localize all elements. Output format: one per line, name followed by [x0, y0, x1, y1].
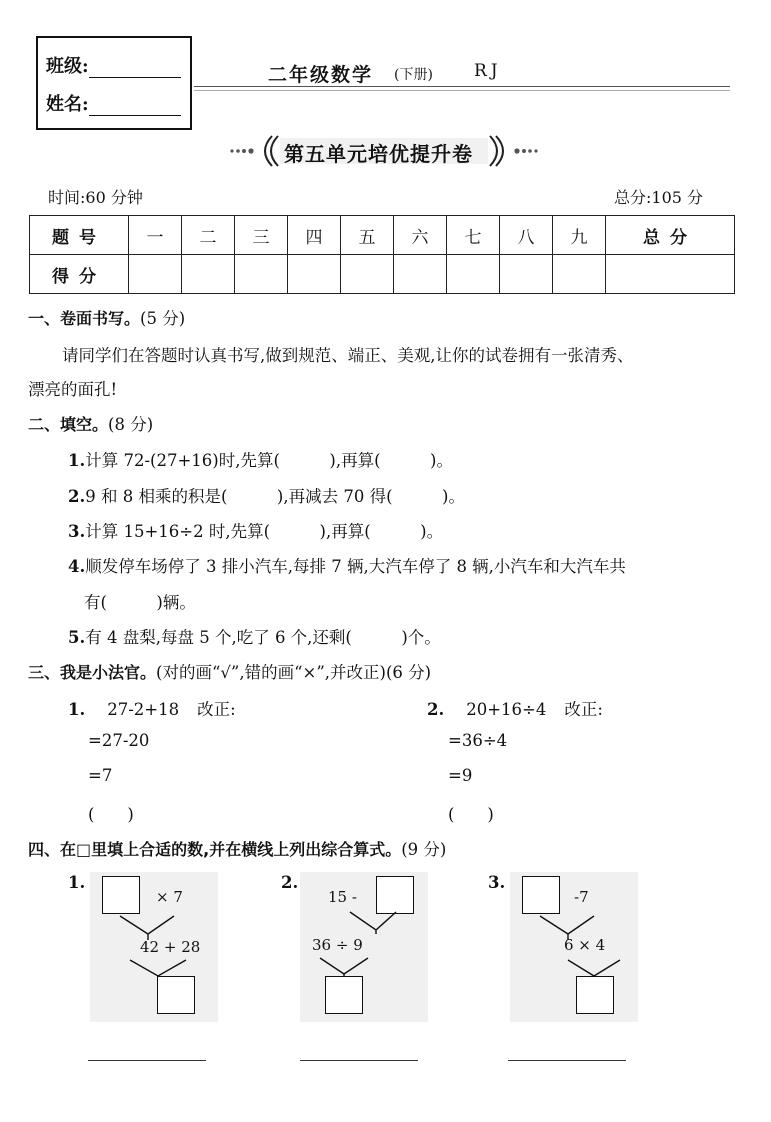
- judge-1-mark[interactable]: ( ): [88, 805, 134, 824]
- section1-title: 一、卷面书写。: [28, 309, 141, 328]
- section2-title: 二、填空。: [28, 415, 109, 434]
- edition-label: RJ: [474, 61, 502, 81]
- judge-1-step1: =27-20: [88, 731, 150, 750]
- score-col-5: 五: [341, 216, 394, 255]
- score-col-1: 一: [129, 216, 182, 255]
- score-cell[interactable]: [394, 255, 447, 294]
- diagram-3-top-op: -7: [574, 888, 589, 906]
- score-cell[interactable]: [341, 255, 394, 294]
- score-col-9: 九: [553, 216, 606, 255]
- answer-line-2[interactable]: [300, 1060, 418, 1061]
- answer-line-1[interactable]: [88, 1060, 206, 1061]
- section3-points: (对的画“√”,错的画“×”,并改正)(6 分): [156, 663, 432, 682]
- score-col-6: 六: [394, 216, 447, 255]
- question-2-5: 5.有 4 盘梨,每盘 5 个,吃了 6 个,还剩( )个。: [68, 628, 441, 647]
- score-cell[interactable]: [129, 255, 182, 294]
- question-2-2: 2.9 和 8 相乘的积是( ),再减去 70 得( )。: [68, 487, 465, 506]
- score-cell[interactable]: [553, 255, 606, 294]
- total-score: 总分:105 分: [614, 188, 704, 207]
- section1-text2: 漂亮的面孔!: [28, 380, 118, 399]
- section4-points: (9 分): [401, 840, 447, 859]
- class-field[interactable]: [46, 52, 181, 78]
- question-2-1: 1.计算 72-(27+16)时,先算( ),再算( )。: [68, 451, 453, 470]
- volume-label: (下册): [394, 67, 433, 83]
- question-2-3: 3.计算 15+16÷2 时,先算( ),再算( )。: [68, 522, 444, 541]
- section4-heading: [28, 836, 446, 860]
- score-cell-total[interactable]: [606, 255, 735, 294]
- section1-text1: 请同学们在答题时认真书写,做到规范、端正、美观,让你的试卷拥有一张清秀、: [62, 346, 634, 365]
- diagram-2-top-op: 15 -: [328, 888, 357, 906]
- name-blank[interactable]: [89, 97, 181, 116]
- class-blank[interactable]: [89, 59, 181, 78]
- score-table-header-row: [30, 216, 735, 255]
- section4-title: 四、在□里填上合适的数,并在横线上列出综合算式。: [28, 840, 402, 859]
- score-col-4: 四: [288, 216, 341, 255]
- diagram-2-mid: 36 ÷ 9: [312, 936, 363, 954]
- score-table: [29, 215, 735, 294]
- score-cell[interactable]: [447, 255, 500, 294]
- question-2-4: 4.顺发停车场停了 3 排小汽车,每排 7 辆,大汽车停了 8 辆,小汽车和大汽车共: [68, 557, 626, 576]
- judge-2-mark[interactable]: ( ): [448, 805, 494, 824]
- score-row-label-2: 得分: [30, 255, 129, 294]
- judge-2-step1: =36÷4: [448, 731, 508, 750]
- answer-line-3[interactable]: [508, 1060, 626, 1061]
- score-col-3: 三: [235, 216, 288, 255]
- name-field[interactable]: [46, 90, 181, 116]
- section3-heading: [28, 659, 431, 683]
- section1-heading: [28, 305, 185, 329]
- unit-title: 第五单元培优提升卷: [284, 142, 473, 166]
- score-col-7: 七: [447, 216, 500, 255]
- time-limit: 时间:60 分钟: [48, 188, 143, 207]
- question-2-4-cont: 有( )辆。: [84, 593, 196, 612]
- diagram-3-mid: 6 × 4: [564, 936, 606, 954]
- diagram-3-bottom-box[interactable]: [576, 976, 614, 1014]
- score-row-label: 题号: [30, 216, 129, 255]
- section2-points: (8 分): [108, 415, 154, 434]
- diagram-2-bottom-box[interactable]: [325, 976, 363, 1014]
- score-cell[interactable]: [288, 255, 341, 294]
- diagram-1-num: 1.: [68, 873, 86, 892]
- name-label: 姓名:: [46, 94, 89, 115]
- subject-title: 二年级数学: [268, 64, 374, 86]
- score-col-2: 二: [182, 216, 235, 255]
- score-cell[interactable]: [182, 255, 235, 294]
- judge-2-expr: 2. 20+16÷4 改正:: [427, 700, 603, 719]
- diagram-2-num: 2.: [281, 873, 299, 892]
- score-cell[interactable]: [500, 255, 553, 294]
- score-col-8: 八: [500, 216, 553, 255]
- title-rule-thin: [194, 90, 730, 91]
- class-label: 班级:: [46, 56, 89, 77]
- diagram-1-mid: 42 + 28: [140, 938, 201, 956]
- section2-heading: [28, 411, 153, 435]
- section1-points: (5 分): [140, 309, 186, 328]
- judge-2-step2: =9: [448, 766, 473, 785]
- class-name-box: [36, 36, 192, 130]
- diagram-3-num: 3.: [488, 873, 506, 892]
- score-cell[interactable]: [235, 255, 288, 294]
- judge-1-step2: =7: [88, 766, 113, 785]
- diagram-1-bottom-box[interactable]: [157, 976, 195, 1014]
- score-col-total: 总分: [606, 216, 735, 255]
- judge-1-expr: 1. 27-2+18 改正:: [68, 700, 236, 719]
- diagram-1-top-op: × 7: [156, 888, 183, 906]
- score-table-score-row: [30, 255, 735, 294]
- title-rule: [194, 86, 730, 87]
- section3-title: 三、我是小法官。: [28, 663, 157, 682]
